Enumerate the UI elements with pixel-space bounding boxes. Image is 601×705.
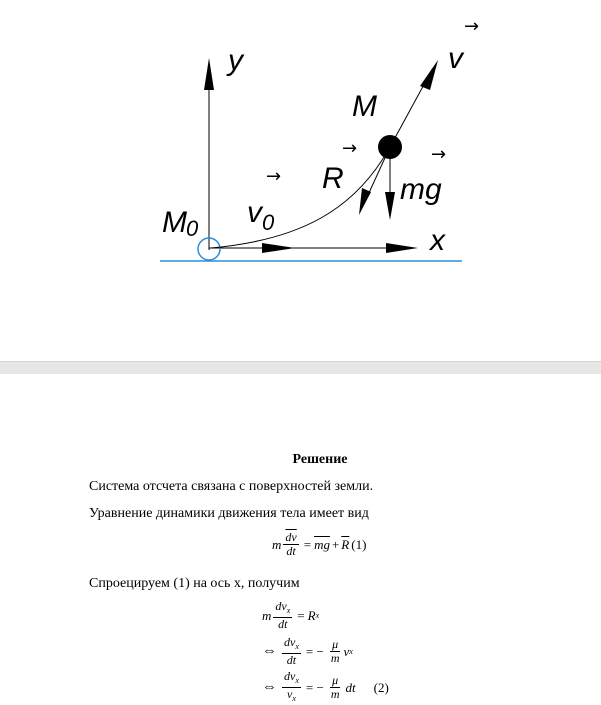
eq3-mu: μ [332, 637, 339, 651]
paragraph-projection: Спроецируем (1) на ось x, получим [89, 576, 300, 591]
solution-page [0, 374, 601, 705]
eq2-num: dv [275, 599, 287, 613]
label-M0-sub: 0 [186, 216, 199, 241]
x-axis-label: x [430, 224, 445, 257]
label-M: M [352, 90, 377, 123]
eq1-plus: + [331, 536, 340, 552]
ball-M [378, 135, 402, 159]
eq3-den: dt [286, 653, 297, 667]
eq3-eq: = − [305, 643, 324, 659]
label-v0: v [247, 196, 262, 229]
label-v0-arrow: → [266, 166, 282, 187]
label-v-arrow: → [464, 16, 480, 37]
label-mg-arrow: → [431, 144, 447, 165]
eq2-den: dt [278, 617, 288, 631]
equation-3 [262, 636, 353, 667]
eq1-m: m [272, 536, 282, 552]
eq4-den: v [287, 687, 293, 701]
eq1-R: $\overline{R}$ [341, 536, 350, 552]
label-M0: M [162, 206, 187, 239]
eq1-num: $\overline{dv}$ [285, 530, 297, 544]
x-axis-arrowhead [386, 243, 418, 253]
eq4-mu-fraction [329, 674, 342, 701]
eq2-R: R [307, 607, 316, 623]
eq2-num-sub: x [286, 606, 291, 615]
reaction-arrowhead [359, 188, 371, 215]
eq1-den: dt [286, 544, 296, 558]
solution-heading: Решение [292, 452, 348, 467]
eq1-mg: $\overline{mg}$ [314, 536, 330, 552]
equation-4 [262, 670, 389, 705]
paragraph-reference-frame: Система отсчета связана с поверхностей земли. [89, 479, 374, 494]
equivalence-icon: ⇔ [262, 643, 277, 659]
eq3-m: m [330, 651, 340, 665]
label-v: v [448, 42, 463, 75]
eq3-num: dv [284, 635, 296, 649]
eq4-m: m [330, 687, 340, 701]
eq2-eq: = [297, 607, 305, 623]
eq1-eq: = [303, 536, 312, 552]
eq1-tag: (1) [351, 536, 367, 552]
eq2-m: m [262, 607, 272, 623]
gravity-arrowhead [385, 192, 395, 220]
equation-1 [272, 531, 366, 558]
eq4-dt: dt [345, 679, 356, 695]
eq4-tag: (2) [373, 679, 389, 695]
eq4-mu: μ [332, 673, 339, 687]
label-v0-sub: 0 [262, 210, 275, 235]
label-R-arrow: → [342, 138, 358, 159]
eq4-den-sub: x [292, 694, 296, 703]
v0-arrowhead [262, 243, 295, 253]
eq3-v-sub: x [349, 647, 353, 656]
label-mg: mg [400, 173, 442, 206]
eq4-num: dv [284, 669, 296, 683]
page-separator [0, 361, 601, 375]
eq3-v: v [343, 643, 350, 659]
eq2-fraction [273, 600, 292, 631]
eq4-num-sub: x [295, 676, 299, 685]
y-axis-label: y [228, 44, 243, 77]
y-axis-arrowhead [204, 58, 214, 90]
eq4-fraction [282, 670, 301, 705]
equation-2 [262, 600, 319, 631]
velocity-arrowhead [420, 60, 438, 90]
eq3-fraction [282, 636, 301, 667]
eq2-R-sub: x [315, 611, 320, 620]
equivalence-icon: ⇔ [262, 679, 277, 695]
label-R: R [322, 162, 344, 195]
eq3-mu-fraction [329, 638, 342, 665]
eq1-fraction [283, 531, 298, 558]
paragraph-dynamics-equation: Уравнение динамики движения тела имеет вид [89, 506, 369, 521]
eq4-eq: = − [305, 679, 324, 695]
eq3-num-sub: x [295, 642, 299, 651]
